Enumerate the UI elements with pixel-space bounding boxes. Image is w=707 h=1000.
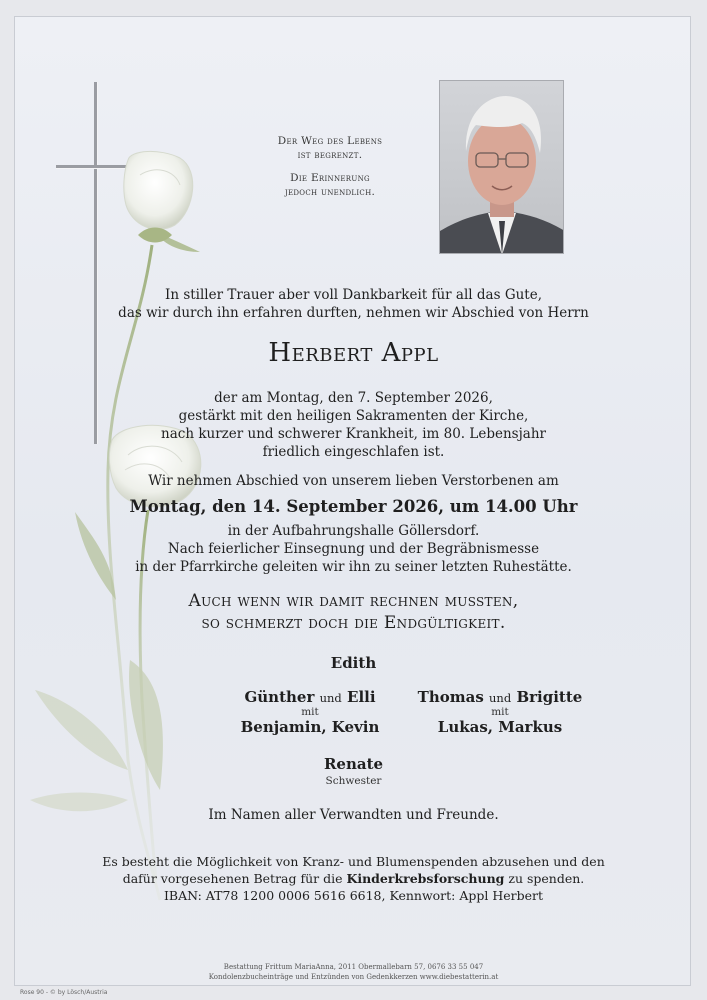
rose-top-icon <box>124 151 193 242</box>
portrait-illustration <box>440 81 564 254</box>
family-name: Günther <box>244 688 315 706</box>
family-mit: mit <box>491 706 509 718</box>
motto-verse <box>230 134 430 199</box>
portrait-photo <box>439 80 564 254</box>
family-mit: mit <box>301 706 319 718</box>
sister-name: Renate <box>323 755 384 773</box>
family-children: Benjamin, Kevin <box>240 718 380 736</box>
intro-line: das wir durch ihn erfahren durften, nehmen wir Abschied von Herrn <box>118 305 589 321</box>
family-name: Elli <box>347 688 376 706</box>
family-name: Brigitte <box>516 688 583 706</box>
farewell-line: Nach feierlicher Einsegnung und der Begräbnismesse <box>167 541 540 557</box>
family-name: Thomas <box>417 688 484 706</box>
death-line: gestärkt mit den heiligen Sakramenten der Kirche, <box>178 408 529 424</box>
intro-line: In stiller Trauer aber voll Dankbarkeit für all das Gute, <box>165 287 542 303</box>
death-line: friedlich eingeschlafen ist. <box>262 444 445 460</box>
deceased-name: Herbert Appl <box>268 338 439 368</box>
motto-line: jedoch unendlich. <box>284 186 376 198</box>
family-right <box>410 688 590 736</box>
farewell-line: in der Pfarrkirche geleiten wir ihn zu seiner letzten Ruhestätte. <box>135 559 572 575</box>
image-credit: Rose 90 - © by Lösch/Austria <box>20 989 108 996</box>
death-text <box>0 389 707 461</box>
family-und: und <box>489 691 512 705</box>
motto-line: Der Weg des Lebens <box>277 135 383 147</box>
donation-cause: Kinderkrebsforschung <box>346 871 505 886</box>
motto-line: Die Erinnerung <box>290 172 370 184</box>
farewell-intro: Wir nehmen Abschied von unserem lieben Verstorbenen am <box>148 473 559 489</box>
farewell-line: in der Aufbahrungshalle Göllersdorf. <box>227 523 480 539</box>
sister-relation: Schwester <box>325 775 382 787</box>
funeral-date: Montag, den 14. September 2026, um 14.00 Uhr <box>129 497 578 516</box>
quote <box>0 590 707 634</box>
quote-line: Auch wenn wir damit rechnen mussten, <box>188 591 519 611</box>
donation-line: Es besteht die Möglichkeit von Kranz- und Blumenspenden abzusehen und den <box>102 854 605 869</box>
quote-line: so schmerzt doch die Endgültigkeit. <box>201 613 506 633</box>
funeral-home-footer <box>0 962 707 982</box>
motto-line: ist begrenzt. <box>297 149 363 161</box>
family-first: Edith <box>330 654 377 672</box>
footer-line: Bestattung Frittum MariaAnna, 2011 Obermallebarn 57, 0676 33 55 047 <box>223 963 484 971</box>
footer-line: Kondolenzbucheinträge und Entzünden von Gedenkkerzen www.diebestatterin.at <box>208 973 499 981</box>
donation-line: dafür vorgesehenen Betrag für die Kinderkrebsforschung zu spenden. <box>122 871 585 886</box>
family-und: und <box>319 691 342 705</box>
donation-text <box>0 853 707 904</box>
farewell-details <box>0 522 707 576</box>
intro-text <box>0 286 707 322</box>
family-left <box>230 688 390 736</box>
closing-line: Im Namen aller Verwandten und Freunde. <box>208 807 499 823</box>
donation-iban: IBAN: AT78 1200 0006 5616 6618, Kennwort: Appl Herbert <box>163 888 544 903</box>
death-line: nach kurzer und schwerer Krankheit, im 80. Lebensjahr <box>161 426 546 442</box>
death-line: der am Montag, den 7. September 2026, <box>214 390 493 406</box>
family-children: Lukas, Markus <box>437 718 563 736</box>
